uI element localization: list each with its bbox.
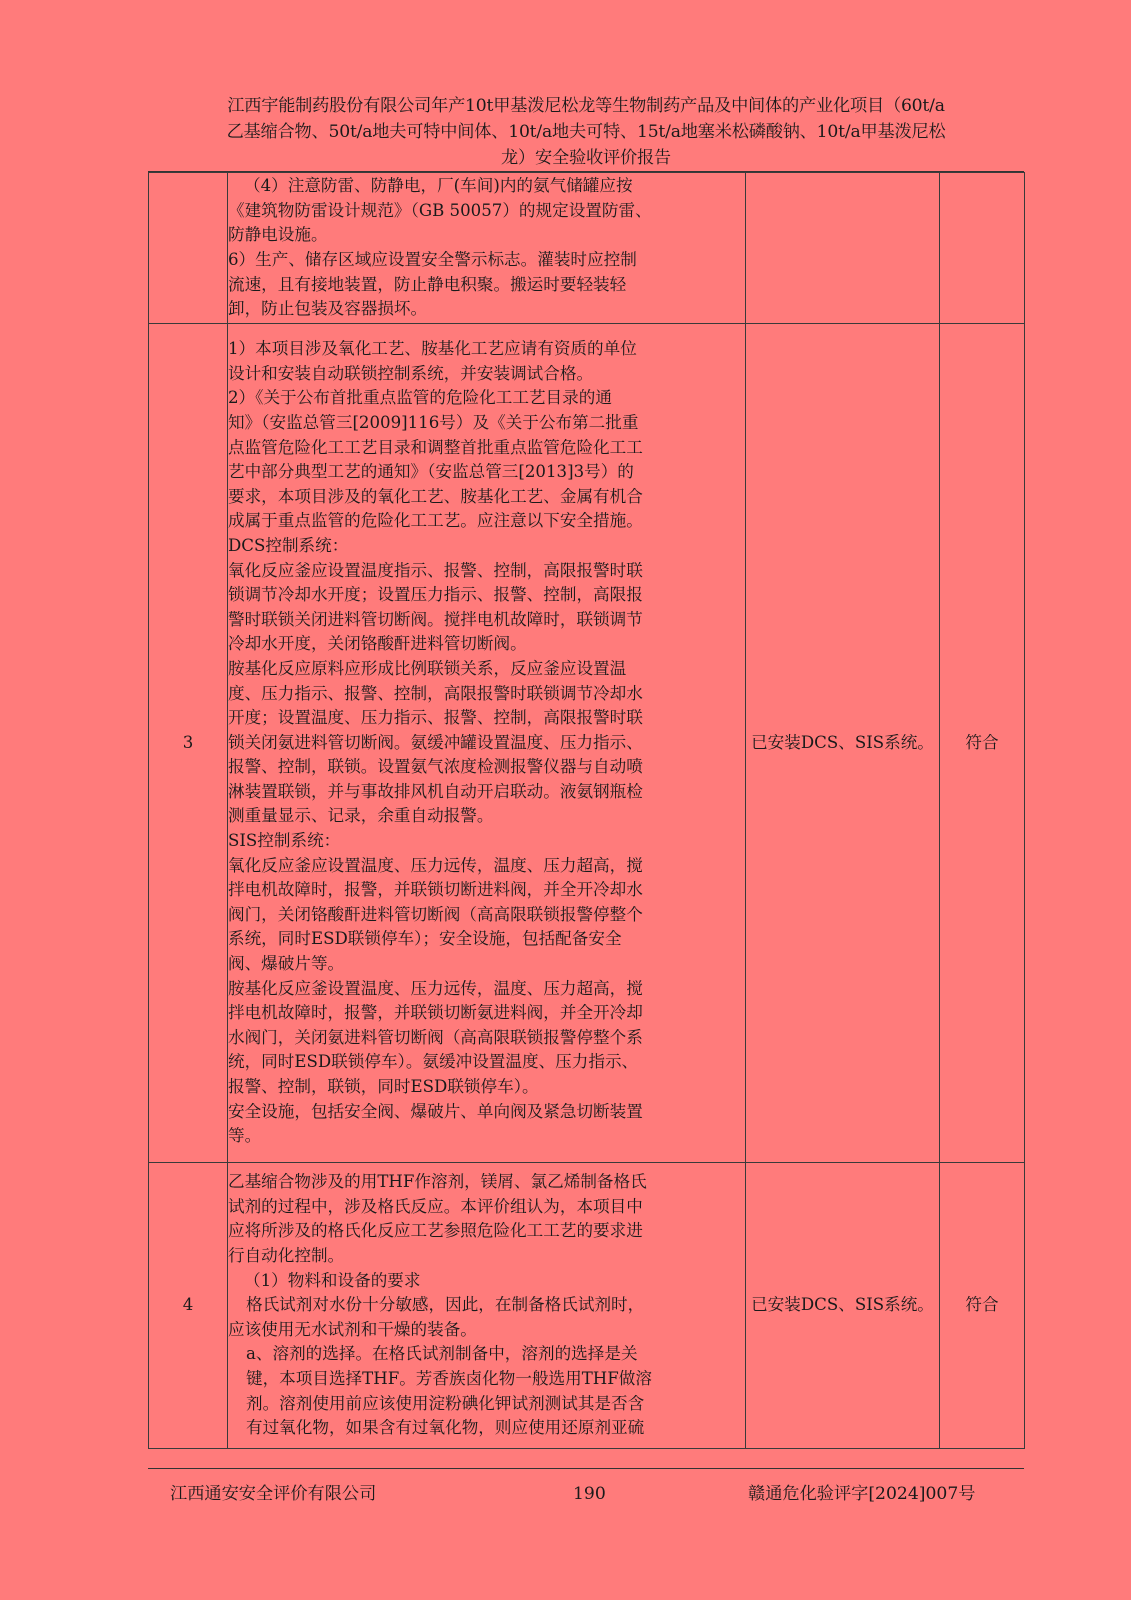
table-row [149, 1163, 1025, 1449]
check-content: 乙基缩合物涉及的用THF作溶剂，镁屑、氯乙烯制备格氏 试剂的过程中，涉及格氏反应。本评价组认为，本项目中 应将所涉及的格氏化反应工艺参照危险化工工艺的要求进 行自动化控制。 （1）物料和设备的要求 格氏试剂对水份十分敏感，因此，在制备格氏试剂时， 应该使用无水试剂和干燥的装备。 a、溶剂的选择。在格氏试剂制备中，溶剂的选择是关 键，本项目选择THF。芳香族卤化物一般选用THF做溶 剂。溶剂使用前应该使用淀粉碘化钾试剂测试其是否含 有过氧化物，如果含有过氧化物，则应使用还原剂亚硫 [228, 1163, 746, 1449]
check-result: 符合 [940, 324, 1025, 1163]
header-line-1: 江西宇能制药股份有限公司年产10t甲基泼尼松龙等生物制药产品及中间体的产业化项目（60t/a [227, 96, 945, 116]
document-number: 赣通危化验评字[2024]007号 [748, 1484, 976, 1504]
check-table [148, 172, 1025, 1449]
table-row [149, 324, 1025, 1163]
implemented-measure: 已安装DCS、SIS系统。 [746, 1163, 940, 1449]
footer-rule [148, 1468, 1024, 1469]
footer-company: 江西通安安全评价有限公司 [170, 1484, 377, 1504]
row-number [149, 173, 228, 324]
implemented-measure: 已安装DCS、SIS系统。 [746, 324, 940, 1163]
check-content: （4）注意防雷、防静电，厂(车间)内的氨气储罐应按 《建筑物防雷设计规范》（GB 50057）的规定设置防雷、 防静电设施。 6）生产、储存区域应设置安全警示标志。灌装时应控制 流速，且有接地装置，防止静电积聚。搬运时要轻装轻 卸，防止包装及容器损坏。 [228, 173, 746, 324]
implemented-measure [746, 173, 940, 324]
header-line-3: 龙）安全验收评价报告 [501, 148, 671, 168]
check-content: 1）本项目涉及氧化工艺、胺基化工艺应请有资质的单位 设计和安装自动联锁控制系统，并安装调试合格。 2）《关于公布首批重点监管的危险化工工艺目录的通 知》（安监总管三[2009]116号）及《关于公布第二批重 点监管危险化工工艺目录和调整首批重点监管危险化工工 艺中部分典型工艺的通知》（安监总管三[2013]3号）的 要求，本项目涉及的氧化工艺、胺基化工艺、金属有机合 成属于重点监管的危险化工工艺。应注意以下安全措施。 DCS控制系统： 氧化反应釜应设置温度指示、报警、控制，高限报警时联 锁调节冷却水开度；设置压力指示、报警、控制，高限报 警时联锁关闭进料管切断阀。搅拌电机故障时，联锁调节 冷却水开度，关闭铬酸酐进料管切断阀。 胺基化反应原料应形成比例联锁关系，反应釜应设置温 度、压力指示、报警、控制，高限报警时联锁调节冷却水 开度；设置温度、压力指示、报警、控制，高限报警时联 锁关闭氨进料管切断阀。氨缓冲罐设置温度、压力指示、 报警、控制，联锁。设置氨气浓度检测报警仪器与自动喷 淋装置联锁，并与事故排风机自动开启联动。液氨钢瓶检 测重量显示、记录，余重自动报警。 SIS控制系统： 氧化反应釜应设置温度、压力远传，温度、压力超高，搅 拌电机故障时，报警，并联锁切断进料阀，并全开冷却水 阀门，关闭铬酸酐进料管切断阀（高高限联锁报警停整个 系统，同时ESD联锁停车）；安全设施，包括配备安全 阀、爆破片等。 胺基化反应釜设置温度、压力远传，温度、压力超高，搅 拌电机故障时，报警，并联锁切断氨进料阀，并全开冷却 水阀门，关闭氨进料管切断阀（高高限联锁报警停整个系 统，同时ESD联锁停车）。氨缓冲设置温度、压力指示、 报警、控制，联锁，同时ESD联锁停车）。 安全设施，包括安全阀、爆破片、单向阀及紧急切断装置 等。 [228, 324, 746, 1163]
page-header [150, 93, 1022, 171]
row-number: 4 [149, 1163, 228, 1449]
page-number: 190 [573, 1484, 606, 1504]
row-number: 3 [149, 324, 228, 1163]
check-result [940, 173, 1025, 324]
check-result: 符合 [940, 1163, 1025, 1449]
header-line-2: 乙基缩合物、50t/a地夫可特中间体、10t/a地夫可特、15t/a地塞米松磷酸钠、10t/a甲基泼尼松 [226, 122, 946, 142]
table-row [149, 173, 1025, 324]
